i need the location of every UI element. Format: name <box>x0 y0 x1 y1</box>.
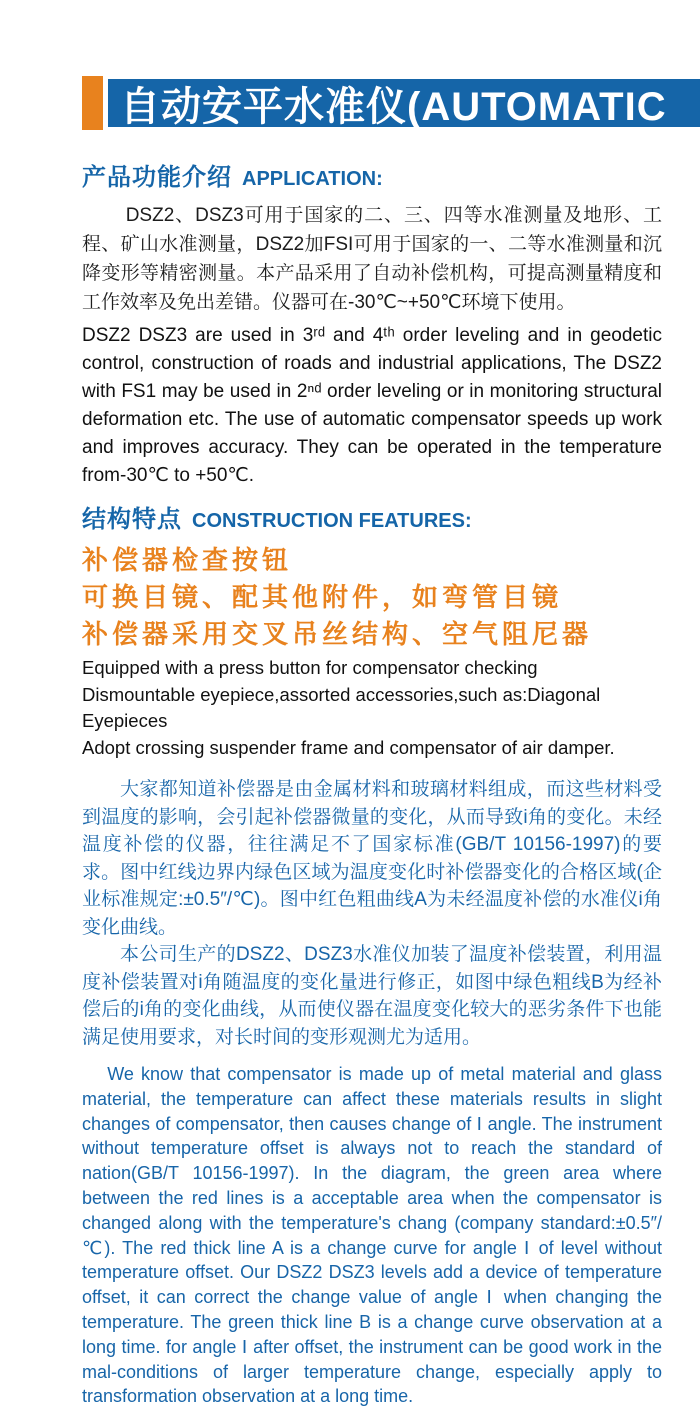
application-paragraph-zh: DSZ2、DSZ3可用于国家的二、三、四等水准测量及地形、工程、矿山水准测量，DSZ2加FSI可用于国家的一、二等水准测量和沉降变形等精密测量。本产品采用了自动补偿机构，可提高测量精度和工作效率及免出差错。仪器可在-30℃~+50℃环境下使用。 <box>82 205 662 313</box>
features-section <box>82 499 662 761</box>
features-heading-en: CONSTRUCTION FEATURES: <box>192 510 472 532</box>
brochure-page <box>0 76 700 1405</box>
feature-list-en <box>82 655 662 761</box>
feature-item-zh: 补偿器采用交叉吊丝结构、空气阻尼器 <box>82 619 593 649</box>
feature-list-zh <box>82 542 662 653</box>
features-heading-zh: 结构特点 <box>82 506 182 533</box>
compensator-paragraph-zh-1: 大家都知道补偿器是由金属材料和玻璃材料组成，而这些材料受到温度的影响，会引起补偿器微量的变化，从而导致i角的变化。未经温度补偿的仪器，往往满足不了国家标准(GB/T 10156-1997)的要求。图中红线边界内绿色区域为温度变化时补偿器变化的合格区域(企业标准规定:±0.5″/℃)。图中红色粗曲线A为未经温度补偿的水准仪i角变化曲线。 <box>82 779 662 938</box>
header-accent-bar <box>82 76 103 130</box>
application-heading-zh: 产品功能介绍 <box>82 164 232 191</box>
compensator-paragraph-zh-2: 本公司生产的DSZ2、DSZ3水准仪加装了温度补偿装置，利用温度补偿装置对i角随温度的变化量进行修正，如图中绿色粗线B为经补偿后的i角的变化曲线，从而使仪器在温度变化较大的恶劣条件下也能满足使用要求，对长时间的变形观测尤为适用。 <box>82 944 662 1048</box>
page-title: 自动安平水准仪(AUTOMATIC <box>120 84 667 127</box>
feature-item-en: Dismountable eyepiece,assorted accessories,such as:Diagonal Eyepieces <box>82 683 601 731</box>
application-section <box>82 157 662 490</box>
compensator-paragraph-en: We know that compensator is made up of metal material and glass material, the temperature can affect these materials results in slight changes of compensator, then causes change of Ⅰ angle. The instrument without temperature offset is always not to reach the standard of nation(GB/T 10156-1997). In the diagram, the green area where between the red lines is a acceptable area when the compensator is changed along with the temperature's chang (company standard:±0.5″/℃). The red thick line A is a change curve for angle Ⅰ of level without temperature offset. Our DSZ2 DSZ3 levels add a device of temperature offset, it can correct the change value of angle Ⅰ when changing the temperature. The green thick line B is a change curve observation at a long time. for angle Ⅰ after offset, the instrument can be good work in the mal-conditions of larger temperature change, especially apply to transformation observation at a long time. <box>82 1064 662 1407</box>
feature-item-en: Adopt crossing suspender frame and compensator of air damper. <box>82 736 615 758</box>
page-header <box>82 76 700 130</box>
features-heading <box>82 499 662 534</box>
feature-item-en: Equipped with a press button for compensator checking <box>82 657 538 678</box>
header-title-bar <box>108 79 700 127</box>
application-heading <box>82 157 662 192</box>
application-heading-en: APPLICATION: <box>242 168 383 190</box>
compensator-section <box>82 776 662 1409</box>
feature-item-zh: 可换目镜、配其他附件，如弯管目镜 <box>82 582 563 612</box>
feature-item-zh: 补偿器检查按钮 <box>82 545 293 575</box>
application-paragraph-en: DSZ2 DSZ3 are used in 3ʳᵈ and 4ᵗʰ order leveling and in geodetic control, construction of roads and industrial applications, The DSZ2 with FS1 may be used in 2ⁿᵈ order leveling or in monitoring structural deformation etc. The use of automatic compensator speeds up work and improves accuracy. They can be operated in the temperature from-30℃ to +50℃. <box>82 325 662 486</box>
